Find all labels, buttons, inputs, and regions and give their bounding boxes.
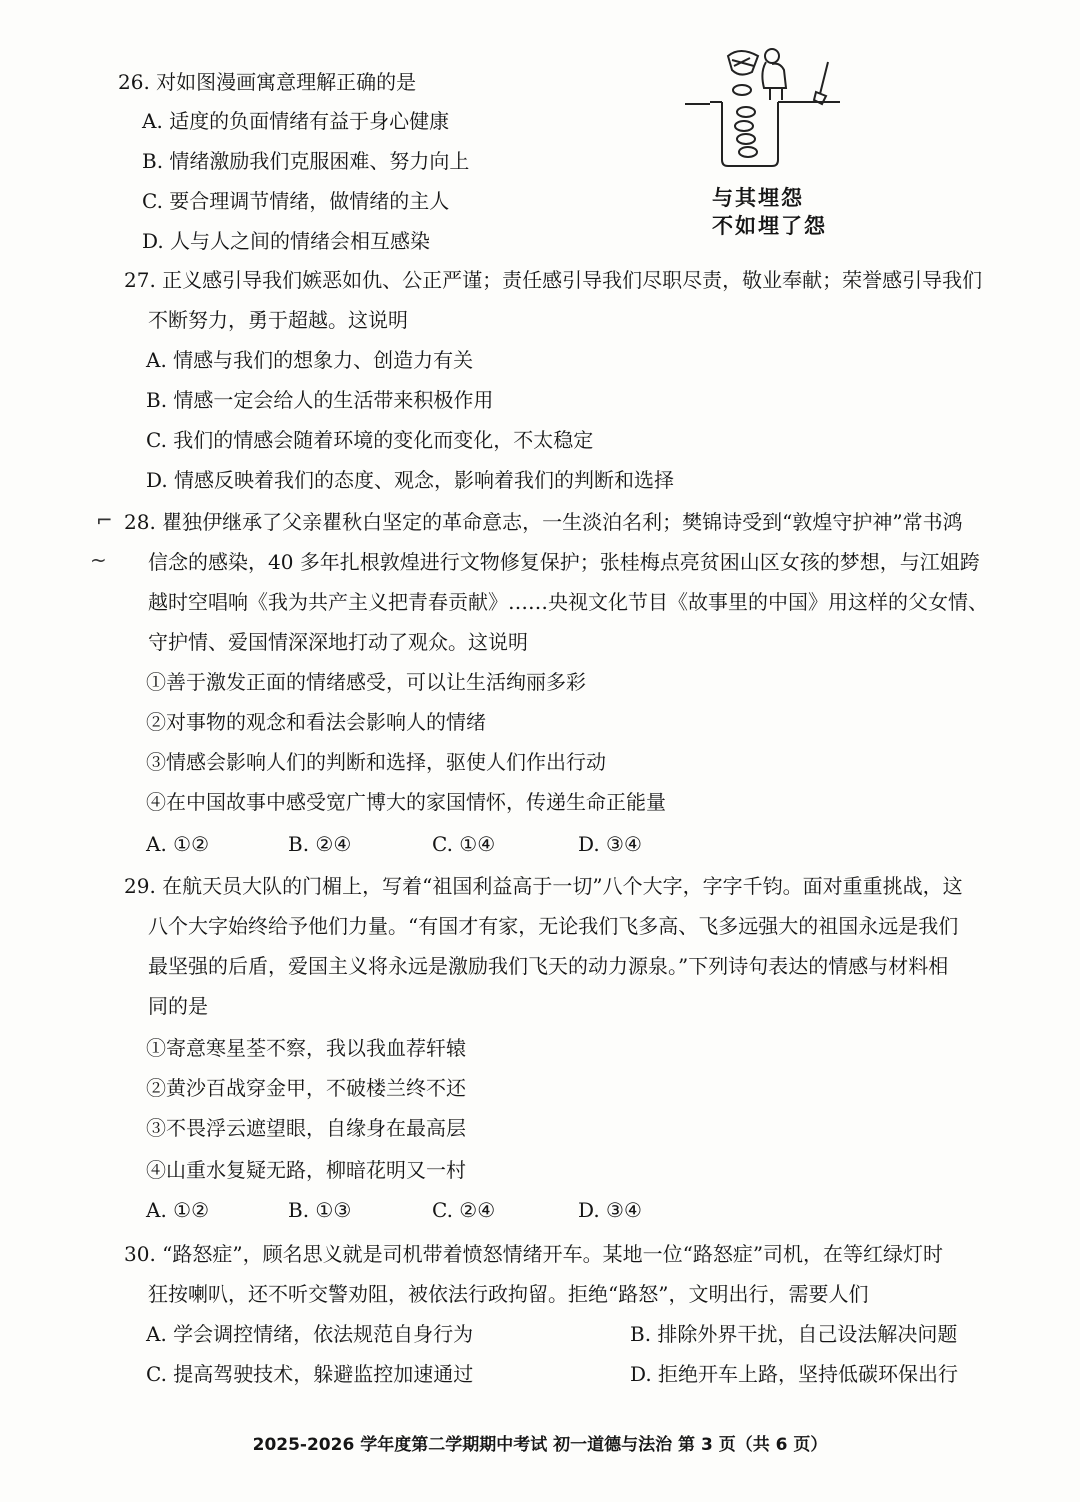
q28-item-4: ④在中国故事中感受宽广博大的家国情怀，传递生命正能量 bbox=[146, 790, 666, 814]
q30-stem-line-1: 30. “路怒症”，顾名思义就是司机带着愤怒情绪开车。某地一位“路怒症”司机，在等红绿灯时 bbox=[124, 1242, 944, 1266]
q29-item-4: ④山重水复疑无路，柳暗花明又一村 bbox=[146, 1158, 466, 1182]
q29-choice-a: A. ①② bbox=[146, 1198, 210, 1222]
q26-stem: 26. 对如图漫画寓意理解正确的是 bbox=[118, 70, 417, 94]
q29-choice-c: C. ②④ bbox=[432, 1198, 496, 1222]
cartoon-drawing bbox=[680, 42, 845, 182]
q29-stem-line-2: 八个大字始终给予他们力量。“有国才有家，无论我们飞多高、飞多远强大的祖国永远是我们 bbox=[148, 914, 959, 938]
q29-choice-d: D. ③④ bbox=[578, 1198, 642, 1222]
q30-option-b: B. 排除外界干扰，自己设法解决问题 bbox=[630, 1322, 958, 1346]
q28-item-3: ③情感会影响人们的判断和选择，驱使人们作出行动 bbox=[146, 750, 606, 774]
q26-option-b: B. 情绪激励我们克服困难、努力向上 bbox=[142, 149, 470, 173]
q27-option-d: D. 情感反映着我们的态度、观念，影响着我们的判断和选择 bbox=[146, 468, 675, 492]
q29-item-2: ②黄沙百战穿金甲，不破楼兰终不还 bbox=[146, 1076, 466, 1100]
q27-option-b: B. 情感一定会给人的生活带来积极作用 bbox=[146, 388, 494, 412]
q29-stem-line-4: 同的是 bbox=[148, 994, 208, 1018]
q30-option-d: D. 拒绝开车上路，坚持低碳环保出行 bbox=[630, 1362, 959, 1386]
cartoon-caption-line-2: 不如埋了怨 bbox=[712, 214, 827, 238]
q28-stem-line-2: 信念的感染，40 多年扎根敦煌进行文物修复保护；张桂梅点亮贫困山区女孩的梦想，与江姐跨 bbox=[148, 550, 980, 574]
cartoon-illustration bbox=[680, 42, 845, 242]
q29-choice-b: B. ①③ bbox=[288, 1198, 352, 1222]
q28-item-1: ①善于激发正面的情绪感受，可以让生活绚丽多彩 bbox=[146, 670, 586, 694]
q28-item-2: ②对事物的观念和看法会影响人的情绪 bbox=[146, 710, 486, 734]
q26-option-d: D. 人与人之间的情绪会相互感染 bbox=[142, 229, 431, 253]
margin-mark: ⌐ bbox=[96, 508, 113, 532]
q28-stem-line-3: 越时空唱响《我为共产主义把青春贡献》……央视文化节目《故事里的中国》用这样的父女情、 bbox=[148, 590, 988, 614]
q29-item-1: ①寄意寒星荃不察，我以我血荐轩辕 bbox=[146, 1036, 466, 1060]
q28-choice-c: C. ①④ bbox=[432, 832, 496, 856]
q28-choice-d: D. ③④ bbox=[578, 832, 642, 856]
q29-stem-line-3: 最坚强的后盾，爱国主义将永远是激励我们飞天的动力源泉。”下列诗句表达的情感与材料相 bbox=[148, 954, 949, 978]
q28-choice-a: A. ①② bbox=[146, 832, 210, 856]
q28-choice-b: B. ②④ bbox=[288, 832, 352, 856]
margin-mark: ~ bbox=[90, 548, 107, 572]
q28-stem-line-1: 28. 瞿独伊继承了父亲瞿秋白坚定的革命意志，一生淡泊名利；樊锦诗受到“敦煌守护神”常书鸿 bbox=[124, 510, 963, 534]
q27-option-c: C. 我们的情感会随着环境的变化而变化，不太稳定 bbox=[146, 428, 594, 452]
cartoon-caption-line-1: 与其埋怨 bbox=[712, 186, 804, 210]
q27-option-a: A. 情感与我们的想象力、创造力有关 bbox=[146, 348, 474, 372]
q29-stem-line-1: 29. 在航天员大队的门楣上，写着“祖国利益高于一切”八个大字，字字千钧。面对重重挑战，这 bbox=[124, 874, 963, 898]
q27-stem-line-2: 不断努力，勇于超越。这说明 bbox=[148, 308, 408, 332]
q30-option-a: A. 学会调控情绪，依法规范自身行为 bbox=[146, 1322, 474, 1346]
q26-option-a: A. 适度的负面情绪有益于身心健康 bbox=[142, 109, 450, 133]
q30-stem-line-2: 狂按喇叭，还不听交警劝阻，被依法行政拘留。拒绝“路怒”，文明出行，需要人们 bbox=[148, 1282, 869, 1306]
q30-option-c: C. 提高驾驶技术，躲避监控加速通过 bbox=[146, 1362, 474, 1386]
q28-stem-line-4: 守护情、爱国情深深地打动了观众。这说明 bbox=[148, 630, 528, 654]
q26-option-c: C. 要合理调节情绪，做情绪的主人 bbox=[142, 189, 450, 213]
q27-stem-line-1: 27. 正义感引导我们嫉恶如仇、公正严谨；责任感引导我们尽职尽责，敬业奉献；荣誉感引导我们 bbox=[124, 268, 983, 292]
q29-item-3: ③不畏浮云遮望眼，自缘身在最高层 bbox=[146, 1116, 466, 1140]
page-footer: 2025-2026 学年度第二学期期中考试 初一道德与法治 第 3 页（共 6 页） bbox=[252, 1435, 828, 1455]
